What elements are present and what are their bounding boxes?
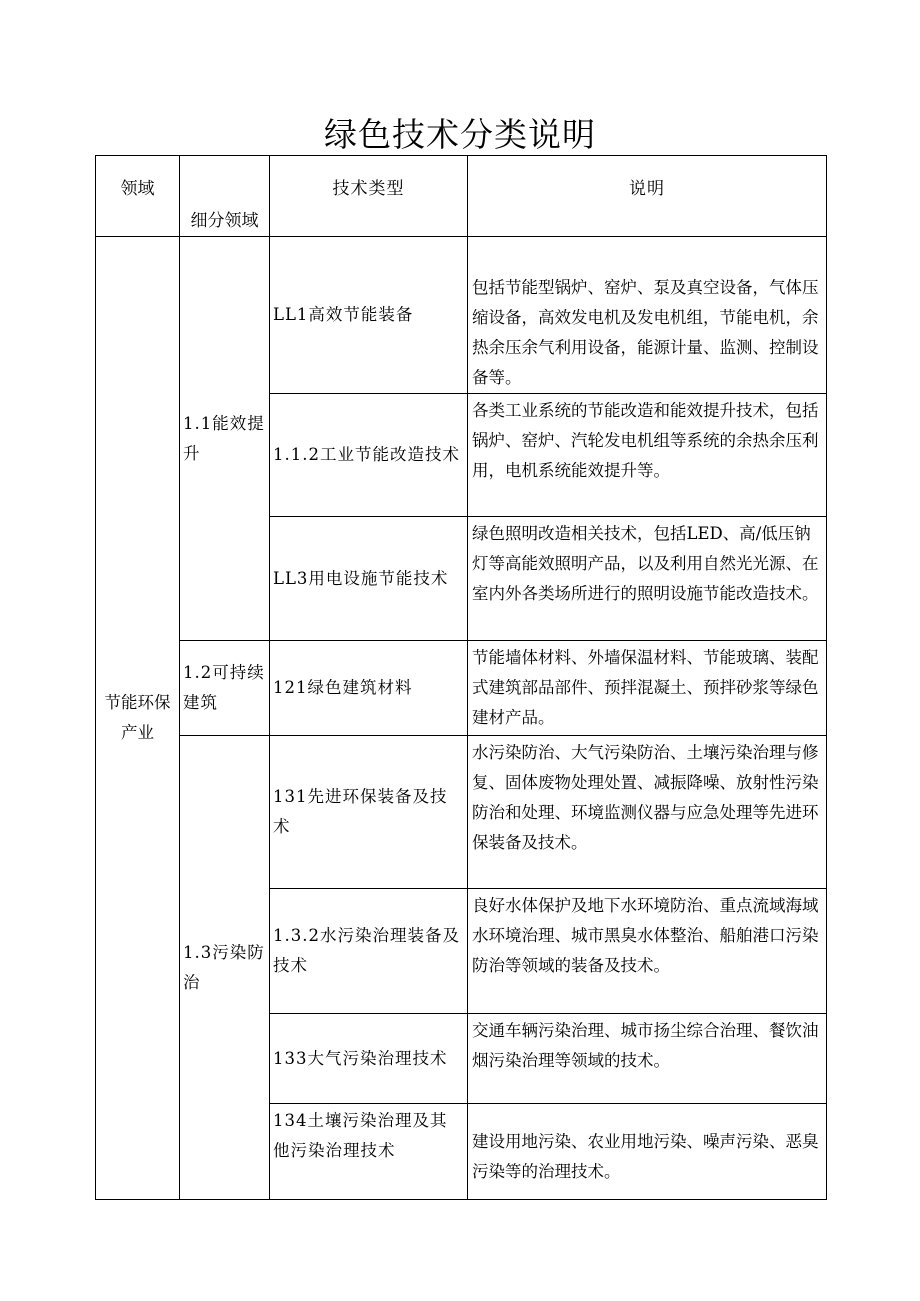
classification-table xyxy=(95,155,827,1200)
description-cell: 交通车辆污染治理、城市扬尘综合治理、餐饮油烟污染治理等领域的技术。 xyxy=(468,1014,827,1104)
description-cell: 包括节能型锅炉、窑炉、泵及真空设备，气体压缩设备，高效发电机及发电机组，节能电机，余热余压余气利用设备，能源计量、监测、控制设备等。 xyxy=(468,237,827,394)
area-cell: 节能环保产业 xyxy=(96,237,180,1200)
header-tech-type: 技术类型 xyxy=(270,156,468,237)
tech-type-cell: 133大气污染治理技术 xyxy=(270,1014,468,1104)
description-cell: 水污染防治、大气污染防治、土壤污染治理与修复、固体废物处理处置、减振降噪、放射性污染防治和处理、环境监测仪器与应急处理等先进环保装备及技术。 xyxy=(468,736,827,889)
subarea-cell: 1.3污染防治 xyxy=(180,736,270,1200)
table-row xyxy=(96,237,827,394)
description-cell: 绿色照明改造相关技术，包括LED、高/低压钠灯等高能效照明产品，以及利用自然光光源、在室内外各类场所进行的照明设施节能改造技术。 xyxy=(468,517,827,641)
tech-type-cell: 134土壤污染治理及其他污染治理技术 xyxy=(270,1104,468,1200)
header-subarea: 细分领域 xyxy=(180,156,270,237)
header-row xyxy=(96,156,827,237)
description-cell: 节能墙体材料、外墙保温材料、节能玻璃、装配式建筑部品部件、预拌混凝土、预拌砂浆等绿色建材产品。 xyxy=(468,641,827,736)
tech-type-cell: 121绿色建筑材料 xyxy=(270,641,468,736)
tech-type-cell: 131先进环保装备及技术 xyxy=(270,736,468,889)
description-cell: 各类工业系统的节能改造和能效提升技术，包括锅炉、窑炉、汽轮发电机组等系统的余热余压利用，电机系统能效提升等。 xyxy=(468,394,827,517)
tech-type-cell: LL1高效节能装备 xyxy=(270,237,468,394)
description-cell: 良好水体保护及地下水环境防治、重点流域海域水环境治理、城市黑臭水体整治、船舶港口污染防治等领域的装备及技术。 xyxy=(468,889,827,1014)
tech-type-cell: 1.1.2工业节能改造技术 xyxy=(270,394,468,517)
subarea-cell: 1.2可持续建筑 xyxy=(180,641,270,736)
subarea-cell: 1.1能效提升 xyxy=(180,237,270,641)
description-cell: 建设用地污染、农业用地污染、噪声污染、恶臭污染等的治理技术。 xyxy=(468,1104,827,1200)
header-area: 领域 xyxy=(96,156,180,237)
tech-type-cell: LL3用电设施节能技术 xyxy=(270,517,468,641)
table-row xyxy=(96,736,827,889)
header-description: 说明 xyxy=(468,156,827,237)
page-title: 绿色技术分类说明 xyxy=(324,115,596,154)
tech-type-cell: 1.3.2水污染治理装备及技术 xyxy=(270,889,468,1014)
table-row xyxy=(96,641,827,736)
